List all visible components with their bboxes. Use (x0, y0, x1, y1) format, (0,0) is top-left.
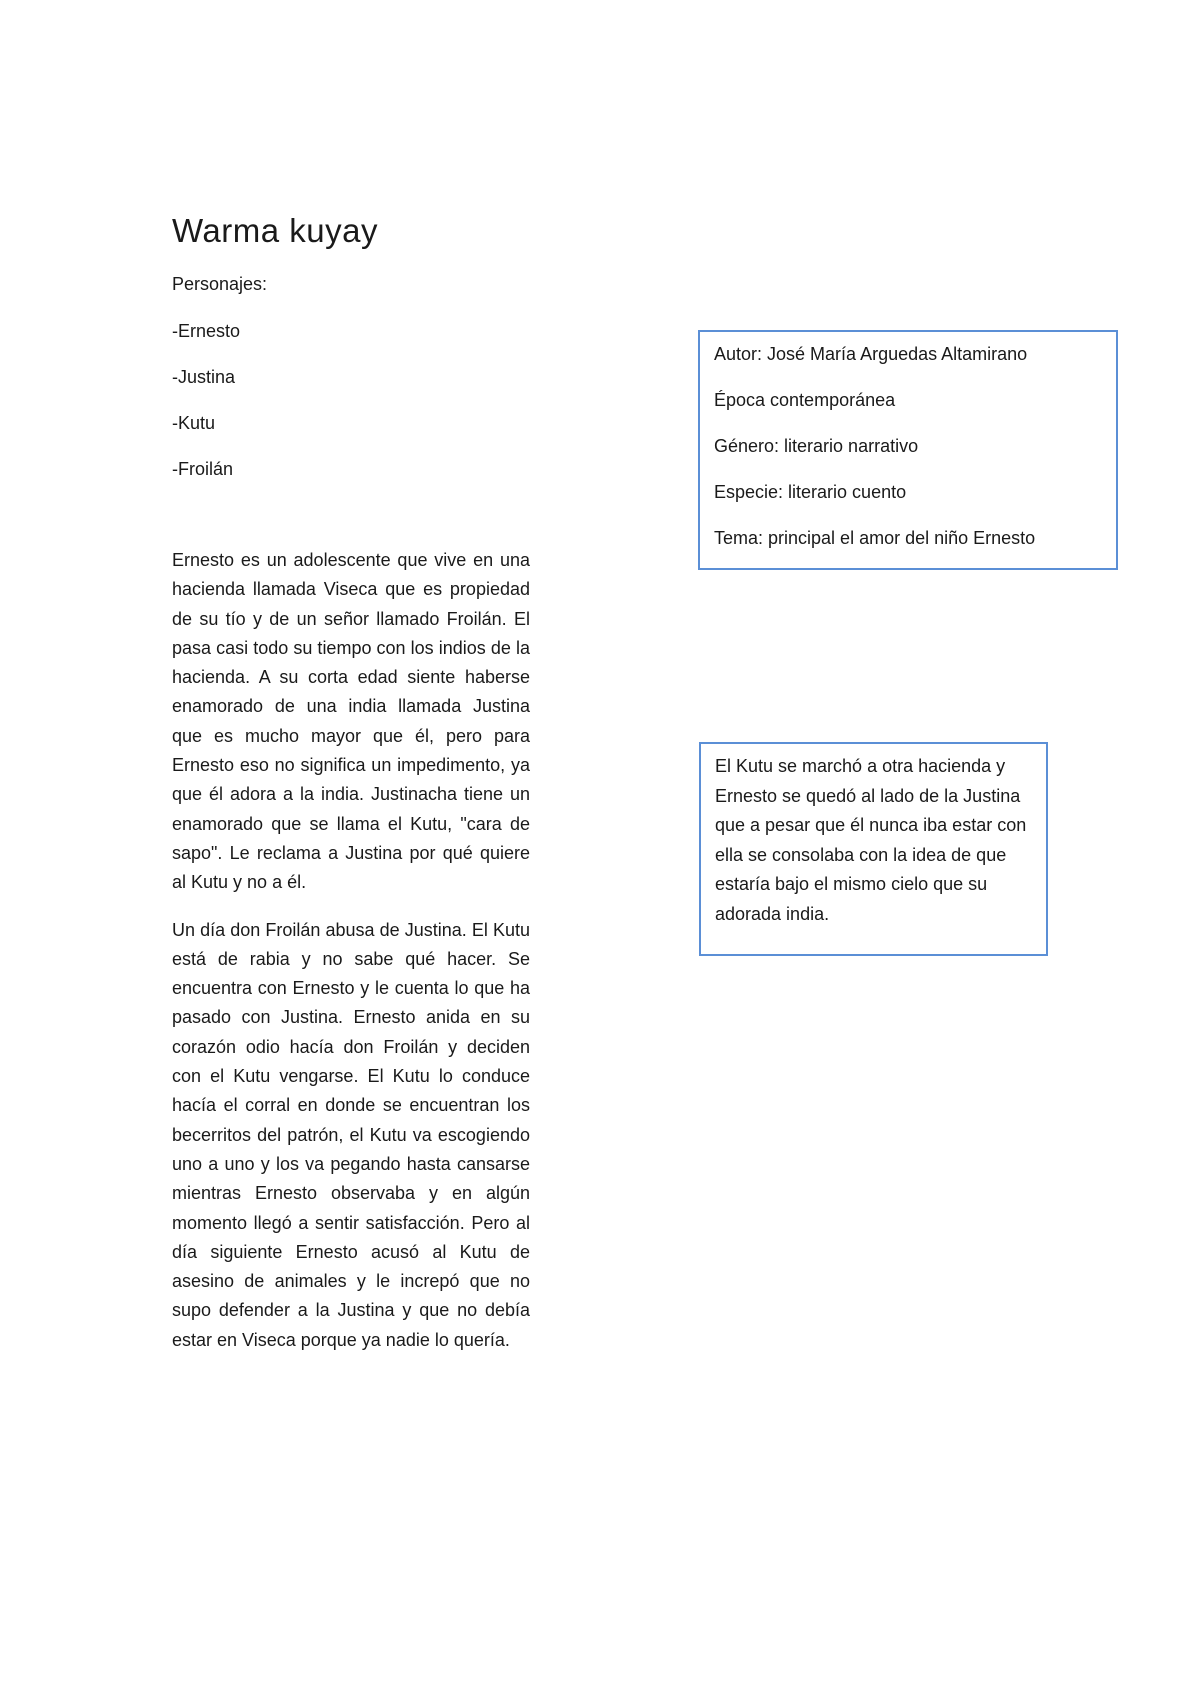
characters-list (172, 321, 472, 479)
theme-line: Tema: principal el amor del niño Ernesto (714, 528, 1036, 548)
page-title: Warma kuyay (172, 212, 378, 249)
body-text (172, 546, 530, 1373)
characters-heading: Personajes: (172, 274, 268, 294)
author-line: Autor: José María Arguedas Altamirano (714, 344, 1028, 364)
body-paragraph: Ernesto es un adolescente que vive en una hacienda llamada Viseca que es propiedad de su tío y de un señor llamado Froilán. El pasa casi todo su tiempo con los indios de la hacienda. A su corta edad siente haberse enamorado de una india llamada Justina que es mucho mayor que él, pero para Ernesto eso no significa un impedimento, ya que él adora a la india. Justinacha tiene un enamorado que se llama el Kutu, "cara de sapo". Le reclama a Justina por qué quiere al Kutu y no a él. (172, 550, 530, 893)
info-text-box (698, 330, 1118, 570)
genre-line: Género: literario narrativo (714, 436, 919, 456)
character-item: -Justina (172, 367, 236, 387)
character-item: -Kutu (172, 413, 216, 433)
epoch-line: Época contemporánea (714, 390, 896, 410)
character-item: -Froilán (172, 459, 234, 479)
body-paragraph: Un día don Froilán abusa de Justina. El Kutu está de rabia y no sabe qué hacer. Se encuentra con Ernesto y le cuenta lo que ha pasado con Justina. Ernesto anida en su corazón odio hacía don Froilán y deciden con el Kutu vengarse. El Kutu lo conduce hacía el corral en donde se encuentran los becerritos del patrón, el Kutu va escogiendo uno a uno y los va pegando hasta cansarse mientras Ernesto observaba y en algún momento llegó a sentir satisfacción. Pero al día siguiente Ernesto acusó al Kutu de asesino de animales y le increpó que no supo defender a la Justina y que no debía estar en Viseca porque ya nadie lo quería. (172, 919, 530, 1350)
character-item: -Ernesto (172, 321, 241, 341)
summary-text: El Kutu se marchó a otra hacienda y Ernesto se quedó al lado de la Justina que a pesar que él nunca iba estar con ella se consolaba con la idea de que estaría bajo el mismo cielo que su adorada india. (715, 756, 1027, 924)
species-line: Especie: literario cuento (714, 482, 907, 502)
characters-section (172, 274, 472, 505)
summary-text-box (699, 742, 1048, 956)
